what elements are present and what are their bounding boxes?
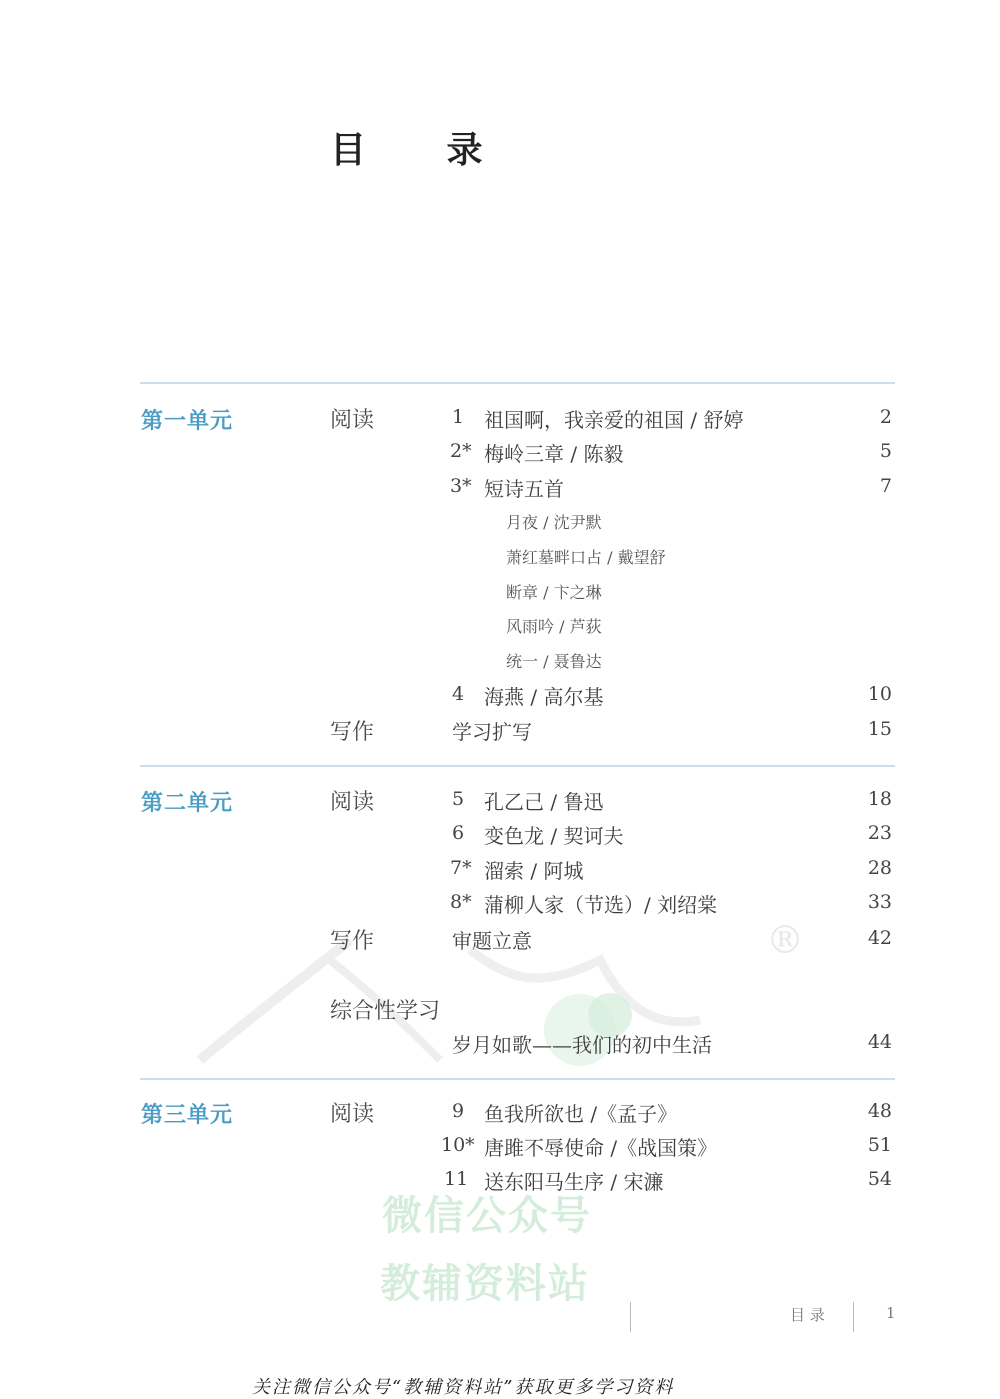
page-number: 15: [867, 718, 892, 740]
page-number: 23: [867, 822, 892, 844]
page-number: 51: [867, 1134, 892, 1156]
writing-title: 学习扩写: [452, 720, 532, 744]
section-reading: 阅读: [330, 1102, 375, 1127]
poem-item: 统一 / 聂鲁达: [506, 652, 602, 671]
lesson-number: 3*: [450, 475, 472, 497]
poem-item: 月夜 / 沈尹默: [506, 513, 602, 532]
lesson-number: 10*: [441, 1134, 475, 1156]
page-number: 10: [867, 683, 892, 705]
page-number: 33: [867, 891, 892, 913]
watermark-line-1: 微信公众号: [382, 1193, 592, 1239]
lesson-title: 海燕 / 高尔基: [484, 685, 604, 709]
section-reading: 阅读: [330, 408, 375, 433]
page-number: 48: [867, 1100, 892, 1122]
footer-label: 目 录: [790, 1306, 825, 1324]
page-number: 54: [867, 1168, 892, 1190]
registered-mark: ®: [766, 918, 804, 962]
section-comprehensive: 综合性学习: [330, 999, 441, 1024]
page-number: 42: [867, 927, 892, 949]
lesson-number: 6: [452, 822, 465, 844]
bottom-note: 关注微信公众号“教辅资料站”获取更多学习资料: [252, 1377, 675, 1398]
page-number: 28: [867, 857, 892, 879]
lesson-number: 1: [452, 406, 465, 428]
page-number: 44: [867, 1031, 892, 1053]
lesson-title: 祖国啊，我亲爱的祖国 / 舒婷: [484, 408, 744, 432]
lesson-number: 2*: [450, 440, 472, 462]
watermark-line-2: 教辅资料站: [380, 1261, 590, 1307]
comprehensive-title: 岁月如歌——我们的初中生活: [452, 1033, 712, 1057]
writing-title: 审题立意: [452, 929, 532, 953]
lesson-title: 送东阳马生序 / 宋濂: [484, 1170, 664, 1194]
unit-1-label: 第一单元: [141, 408, 234, 434]
lesson-title: 鱼我所欲也 /《孟子》: [484, 1102, 678, 1126]
lesson-title: 短诗五首: [484, 477, 564, 501]
lesson-title: 梅岭三章 / 陈毅: [484, 442, 624, 466]
section-writing: 写作: [330, 720, 375, 745]
unit-3-label: 第三单元: [141, 1102, 234, 1128]
page-number: 5: [879, 440, 892, 462]
lesson-title: 唐雎不辱使命 /《战国策》: [484, 1136, 718, 1160]
unit-2-label: 第二单元: [141, 790, 234, 816]
footer-divider: [630, 1302, 631, 1332]
footer-page-number: 1: [886, 1304, 896, 1322]
poem-item: 断章 / 卞之琳: [506, 583, 602, 602]
footer-divider: [853, 1302, 854, 1332]
page-number: 18: [867, 788, 892, 810]
lesson-title: 蒲柳人家（节选）/ 刘绍棠: [484, 893, 718, 917]
lesson-number: 5: [452, 788, 465, 810]
lesson-number: 11: [444, 1168, 469, 1190]
page-title: 目 录: [330, 129, 517, 171]
section-reading: 阅读: [330, 790, 375, 815]
page-number: 2: [879, 406, 892, 428]
lesson-number: 8*: [450, 891, 472, 913]
unit-divider: [140, 382, 895, 384]
lesson-number: 4: [452, 683, 465, 705]
lesson-number: 7*: [450, 857, 472, 879]
poem-item: 风雨吟 / 芦荻: [506, 617, 602, 636]
section-writing: 写作: [330, 929, 375, 954]
lesson-title: 溜索 / 阿城: [484, 859, 584, 883]
lesson-number: 9: [452, 1100, 465, 1122]
page-number: 7: [879, 475, 892, 497]
lesson-title: 孔乙己 / 鲁迅: [484, 790, 604, 814]
poem-item: 萧红墓畔口占 / 戴望舒: [506, 548, 666, 567]
lesson-title: 变色龙 / 契诃夫: [484, 824, 624, 848]
unit-divider: [140, 765, 895, 767]
